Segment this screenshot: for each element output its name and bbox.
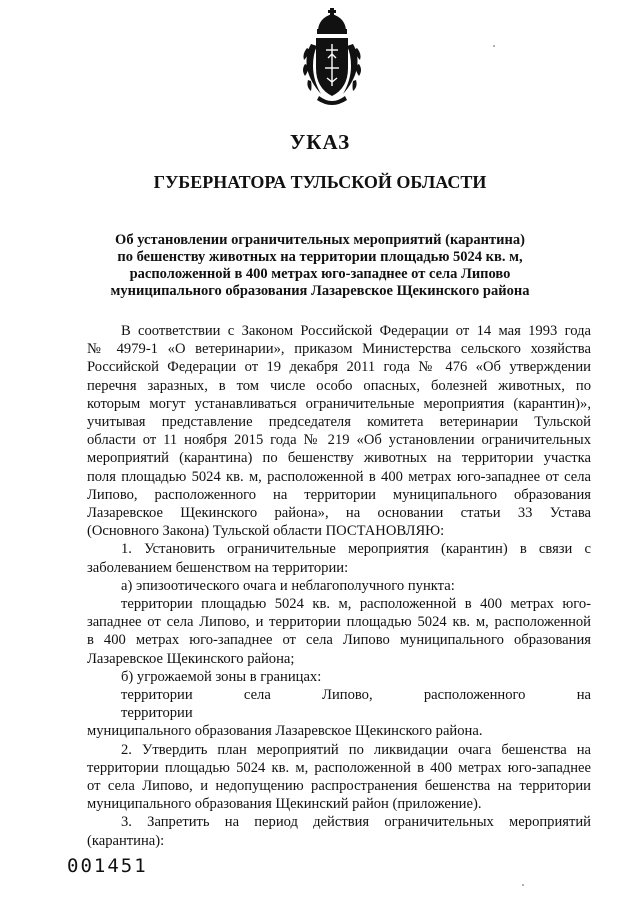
body-line: в 400 метрах юго-западнее от села Липово муниципального образования [87,632,591,649]
body-line: № 4979-1 «О ветеринарии», приказом Министерства сельского хозяйства [87,341,591,358]
body-line: муниципального образования Лазаревское Щекинского района. [87,723,483,740]
body-line: которым могут устанавливаться ограничительные мероприятия (карантин)», [87,395,591,412]
body-line: (карантина): [87,832,165,849]
body-line: учитывая представление председателя комитета ветеринарии Тульской [87,414,591,431]
body-line: 1. Установить ограничительные мероприятия (карантин) в связи с [121,541,591,558]
subject-line: муниципального образования Лазаревское Щекинского района [110,283,530,299]
subject-line: Об установлении ограничительных мероприятий (карантина) [115,232,525,248]
body-line: области от 11 ноября 2015 года № 219 «Об установлении ограничительных [87,432,591,449]
subject-line: по бешенству животных на территории площадью 5024 кв. м, [117,249,523,265]
scan-speck [493,45,495,47]
body-line: западнее от села Липово, и территории площадью 5024 кв. м, расположенной [87,614,591,631]
body-line: муниципального образования Щекинский район (приложение). [87,796,482,813]
body-line: мероприятий (карантина) по бешенству животных на территории участка [87,450,591,467]
body-line: от села Липово, и недопущению распространения бешенства на территории [87,778,591,795]
body-line: заболеванием бешенством на территории: [87,559,349,576]
body-line: 3. Запретить на период действия ограничительных мероприятий [121,814,591,831]
decree-body [87,322,591,850]
body-line: б) угрожаемой зоны в границах: [121,668,322,685]
body-line: поля площадью 5024 кв. м, расположенной в 400 метрах юго-западнее от села [87,468,591,485]
coat-of-arms-icon [301,8,363,108]
body-line: Лазаревское Щекинского района», на основании статьи 33 Устава [87,505,591,522]
body-line: перечня заразных, в том числе особо опасных, болезней животных, по [87,377,591,394]
body-line: территории площадью 5024 кв. м, расположенной в 400 метрах юго- [121,596,591,613]
body-line: Лазаревское Щекинского района; [87,650,295,667]
body-line: территории площадью 5024 кв. м, расположенной в 400 метрах юго-западнее [87,759,591,776]
decree-issuer: ГУБЕРНАТОРА ТУЛЬСКОЙ ОБЛАСТИ [153,172,487,192]
body-line: Российской Федерации от 19 декабря 2011 года № 476 «Об утверждении [87,359,591,376]
serial-number: 001451 [67,855,148,877]
scan-speck [522,884,524,886]
body-line: Липово, расположенного на территории муниципального образования [87,486,591,503]
body-line: В соответствии с Законом Российской Федерации от 14 мая 1993 года [121,323,591,339]
body-line: (Основного Закона) Тульской области ПОСТАНОВЛЯЮ: [87,523,445,540]
body-line: территории села Липово, расположенного на территории [121,687,591,722]
decree-subject [0,232,640,300]
decree-title: УКАЗ [289,130,351,154]
body-line: а) эпизоотического очага и неблагополучного пункта: [121,577,455,594]
body-line: 2. Утвердить план мероприятий по ликвидации очага бешенства на [121,741,591,758]
subject-line: расположенной в 400 метрах юго-западнее от села Липово [129,266,511,282]
